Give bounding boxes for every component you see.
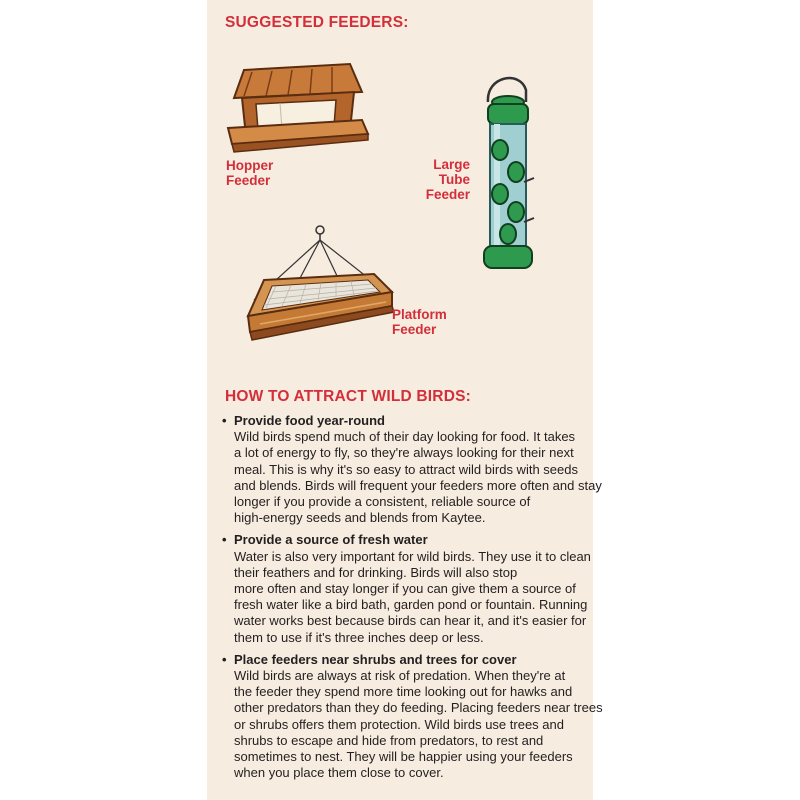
hopper-feeder-label: Hopper Feeder [226,158,274,188]
tip-body: Water is also very important for wild birds. They use it to clean their feathers and for drinking. Birds will also stop more often and stay longer if you can give them a source of fresh water like a bird bath, garden pond or fountain. Running water works best because birds can hear it, and it's easier for them to use if it's three inches deep or less. [234,548,591,645]
tip-title: • Provide a source of fresh water [222,532,428,548]
bullet: • [222,413,227,428]
platform-feeder-label: Platform Feeder [392,307,447,337]
tip-cover [222,651,603,782]
tip-title: • Place feeders near shrubs and trees for cover [222,651,517,667]
hopper-feeder-illustration [222,58,372,156]
suggested-feeders-heading: SUGGESTED FEEDERS: [225,14,409,31]
tip-food [222,413,602,526]
tip-body: Wild birds spend much of their day looking for food. It takes a lot of energy to fly, so they're always looking for their next meal. This is why it's so easy to attract wild birds with seeds and blends. Birds will frequent your feeders more often and stay longer if you provide a consistent, reliable source of high-energy seeds and blends from Kaytee. [234,429,602,526]
tips-list [222,413,603,787]
attract-birds-heading: HOW TO ATTRACT WILD BIRDS: [225,388,471,405]
bullet: • [222,651,227,667]
tip-body: Wild birds are always at risk of predation. When they're at the feeder they spend more time looking out for hawks and other predators than they do feeding. Placing feeders near trees or shrubs offers them protection. Wild birds use trees and shrubs to escape and hide from predators, to rest and sometimes to nest. They will be happier using your feeders when you place them close to cover. [234,668,603,781]
tube-feeder-illustration [478,72,548,277]
bullet: • [222,532,227,548]
platform-feeder-illustration [236,224,396,356]
tip-water [222,532,590,645]
tube-feeder-label: Large Tube Feeder [425,157,470,202]
tip-title: • Provide food year-round [222,413,385,428]
